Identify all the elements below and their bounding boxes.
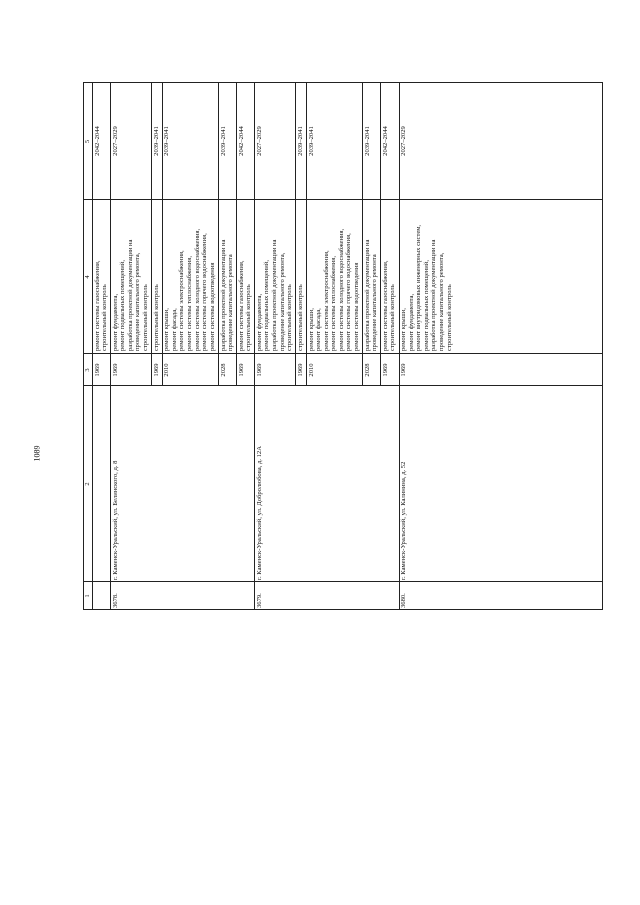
work-item: проведение капитального ремонта — [371, 254, 379, 351]
work-item: ремонт фасада, — [170, 308, 178, 351]
work-item: ремонт фундамента, — [407, 293, 415, 351]
group-works — [308, 201, 361, 351]
group-year: 2028 — [363, 363, 371, 377]
table-border-bottom — [602, 82, 603, 610]
group-works — [400, 201, 453, 351]
work-item: ремонт системы газоснабжения, — [381, 260, 389, 351]
group-year: 1969 — [93, 363, 101, 377]
work-item: строительный контроль — [389, 284, 397, 351]
header-col-2: 2 — [84, 482, 91, 486]
work-item: ремонт крыши, — [307, 308, 315, 351]
group-works — [364, 201, 379, 351]
work-item: строительный контроль — [152, 284, 160, 351]
group-period: 2027–2029 — [255, 126, 263, 156]
work-item: ремонт фасада, — [315, 308, 323, 351]
work-item: ремонт крыши, — [163, 308, 171, 351]
group-works — [382, 201, 397, 351]
work-item: строительный контроль — [445, 284, 453, 351]
group-year: 1969 — [400, 363, 408, 377]
group-year: 2010 — [307, 363, 315, 377]
group-period: 2039–2041 — [363, 126, 371, 156]
group-period: 2039–2041 — [296, 126, 304, 156]
work-item: ремонт фундамента, — [255, 293, 263, 351]
work-item: ремонт системы электроснабжения, — [322, 250, 330, 351]
work-item: проведение капитального ремонта — [227, 254, 235, 351]
work-item: ремонт системы теплоснабжения, — [330, 256, 338, 351]
work-item: разработка проектной документации на — [219, 239, 227, 351]
group-works — [94, 201, 109, 351]
group-year: 1969 — [111, 363, 119, 377]
group-year: 2010 — [163, 363, 171, 377]
group-works — [297, 201, 305, 351]
work-item: ремонт системы электроснабжения, — [178, 250, 186, 351]
group-works — [163, 201, 216, 351]
work-item: разработка проектной документации на — [363, 239, 371, 351]
work-item: проведение капитального ремонта, — [134, 252, 142, 351]
group-year: 1969 — [296, 363, 304, 377]
work-item: ремонт системы горячего водоснабжения, — [345, 233, 353, 351]
work-item: проведение капитального ремонта, — [438, 252, 446, 351]
row-address: г. Каменск-Уральский, ул. Калинина, д. 52 — [400, 461, 408, 580]
group-period: 2039–2041 — [219, 126, 227, 156]
work-item: строительный контроль — [245, 284, 253, 351]
work-item: ремонт системы теплоснабжения, — [186, 256, 194, 351]
work-item: разработка проектной документации на — [126, 239, 134, 351]
work-item: строительный контроль — [296, 284, 304, 351]
table-canvas — [83, 82, 603, 610]
row-number: 3679. — [255, 593, 263, 608]
page-number: 1089 — [32, 445, 42, 461]
header-col-3: 3 — [84, 368, 91, 372]
work-item: проведение капитального ремонта, — [278, 252, 286, 351]
group-year: 1969 — [237, 363, 245, 377]
work-item: ремонт системы водоотведения — [208, 262, 216, 351]
repair-schedule-table — [83, 82, 603, 610]
group-year: 1969 — [255, 363, 263, 377]
group-year: 1969 — [381, 363, 389, 377]
group-works — [220, 201, 235, 351]
header-col-1: 1 — [84, 594, 91, 598]
row-number: 3680. — [400, 593, 408, 608]
table-border-left — [83, 609, 603, 610]
row-number: 3678. — [111, 593, 119, 608]
work-item: ремонт подвальных помещений, — [119, 260, 127, 351]
header-col-5: 5 — [84, 139, 91, 144]
work-item: ремонт фундамента, — [111, 293, 119, 351]
group-year: 2028 — [219, 363, 227, 377]
work-item: ремонт системы горячего водоснабжения, — [201, 233, 209, 351]
work-item: ремонт крыши, — [400, 308, 408, 351]
work-item: разработка проектной документации на — [430, 239, 438, 351]
work-item: ремонт внутридомовых инженерных систем, — [415, 224, 423, 351]
header-col-4: 4 — [84, 275, 91, 279]
group-period: 2039–2041 — [163, 126, 171, 156]
work-item: ремонт системы газоснабжения, — [237, 260, 245, 351]
group-works — [112, 201, 150, 351]
work-item: строительный контроль — [142, 284, 150, 351]
row-address: г. Каменск-Уральский, ул. Белинского, д. 8 — [111, 460, 119, 580]
group-works — [153, 201, 161, 351]
group-period: 2039–2041 — [307, 126, 315, 156]
group-period: 2042–2044 — [93, 126, 101, 156]
work-item: разработка проектной документации на — [271, 239, 279, 351]
group-period: 2042–2044 — [381, 126, 389, 156]
group-year: 1969 — [152, 363, 160, 377]
group-period: 2042–2044 — [237, 126, 245, 156]
work-item: ремонт системы холодного водоснабжения, — [193, 228, 201, 351]
work-item: ремонт подвальных помещений, — [422, 260, 430, 351]
column-divider-1 — [83, 581, 603, 582]
work-item: строительный контроль — [286, 284, 294, 351]
group-works — [238, 201, 253, 351]
row-address: г. Каменск-Уральский, ул. Добролюбова, д. 12А — [255, 446, 263, 580]
group-period: 2027–2029 — [400, 126, 408, 156]
work-item: ремонт системы холодного водоснабжения, — [337, 228, 345, 351]
work-item: ремонт подвальных помещений, — [263, 260, 271, 351]
group-period: 2027–2029 — [111, 126, 119, 156]
work-item: ремонт системы водоотведения — [353, 262, 361, 351]
work-item: строительный контроль — [101, 284, 109, 351]
group-period: 2039–2041 — [152, 126, 160, 156]
group-works — [256, 201, 294, 351]
work-item: ремонт системы газоснабжения, — [93, 260, 101, 351]
